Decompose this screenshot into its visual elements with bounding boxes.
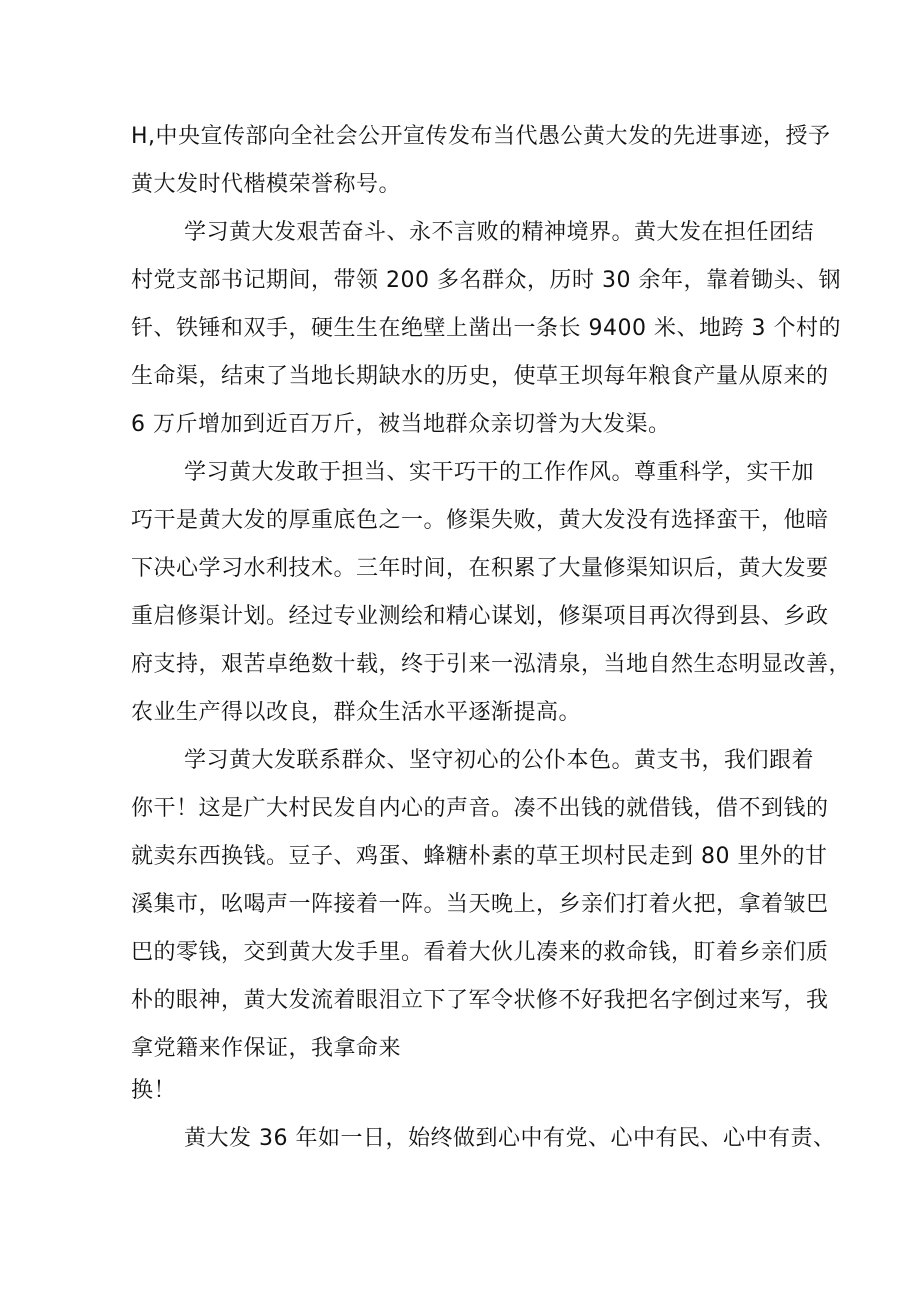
text-line-11: 重启修渠计划。经过专业测绘和精心谋划，修渠项目再次得到县、乡政: [131, 604, 829, 629]
text-line-8: 学习黄大发敢于担当、实干巧干的工作作风。尊重科学，实干加: [184, 460, 815, 485]
text-line-9: 巧干是黄大发的厚重底色之一。修渠失败，黄大发没有选择蛮干，他暗: [131, 508, 829, 533]
text-line-16: 就卖东西换钱。豆子、鸡蛋、蜂糖朴素的草王坝村民走到 80 里外的甘: [131, 844, 828, 869]
text-line-7: 6 万斤增加到近百万斤，被当地群众亲切誉为大发渠。: [131, 412, 671, 437]
text-line-15: 你干！这是广大村民发自内心的声音。凑不出钱的就借钱，借不到钱的: [131, 796, 829, 821]
text-line-12: 府支持，艰苦卓绝数十载，终于引来一泓清泉，当地自然生态明显改善，: [131, 652, 852, 677]
text-line-20: 拿党籍来作保证，我拿命来: [131, 1036, 402, 1061]
text-line-14: 学习黄大发联系群众、坚守初心的公仆本色。黄支书，我们跟着: [184, 748, 815, 773]
text-line-18: 巴的零钱，交到黄大发手里。看着大伙儿凑来的救命钱，盯着乡亲们质: [131, 940, 829, 965]
text-line-5: 钎、铁锤和双手，硬生生在绝壁上凿出一条长 9400 米、地跨 3 个村的: [131, 316, 841, 341]
text-line-13: 农业生产得以改良，群众生活水平逐渐提高。: [131, 700, 582, 725]
text-line-10: 下决心学习水利技术。三年时间，在积累了大量修渠知识后，黄大发要: [131, 556, 829, 581]
text-line-22: 黄大发 36 年如一日，始终做到心中有党、心中有民、心中有责、: [184, 1126, 836, 1151]
text-line-19: 朴的眼神，黄大发流着眼泪立下了军令状修不好我把名字倒过来写，我: [131, 988, 829, 1013]
text-line-21: 换！: [131, 1078, 177, 1103]
text-line-17: 溪集市，吆喝声一阵接着一阵。当天晚上，乡亲们打着火把，拿着皱巴: [131, 892, 829, 917]
text-line-3: 学习黄大发艰苦奋斗、永不言败的精神境界。黄大发在担任团结: [184, 220, 815, 245]
text-line-4: 村党支部书记期间，带领 200 多名群众，历时 30 余年，靠着锄头、钢: [131, 268, 841, 293]
text-line-1: H,中央宣传部向全社会公开宣传发布当代愚公黄大发的先进事迹，授予: [131, 124, 831, 149]
text-line-6: 生命渠，结束了当地长期缺水的历史，使草王坝每年粮食产量从原来的: [131, 364, 829, 389]
text-line-2: 黄大发时代楷模荣誉称号。: [131, 172, 402, 197]
